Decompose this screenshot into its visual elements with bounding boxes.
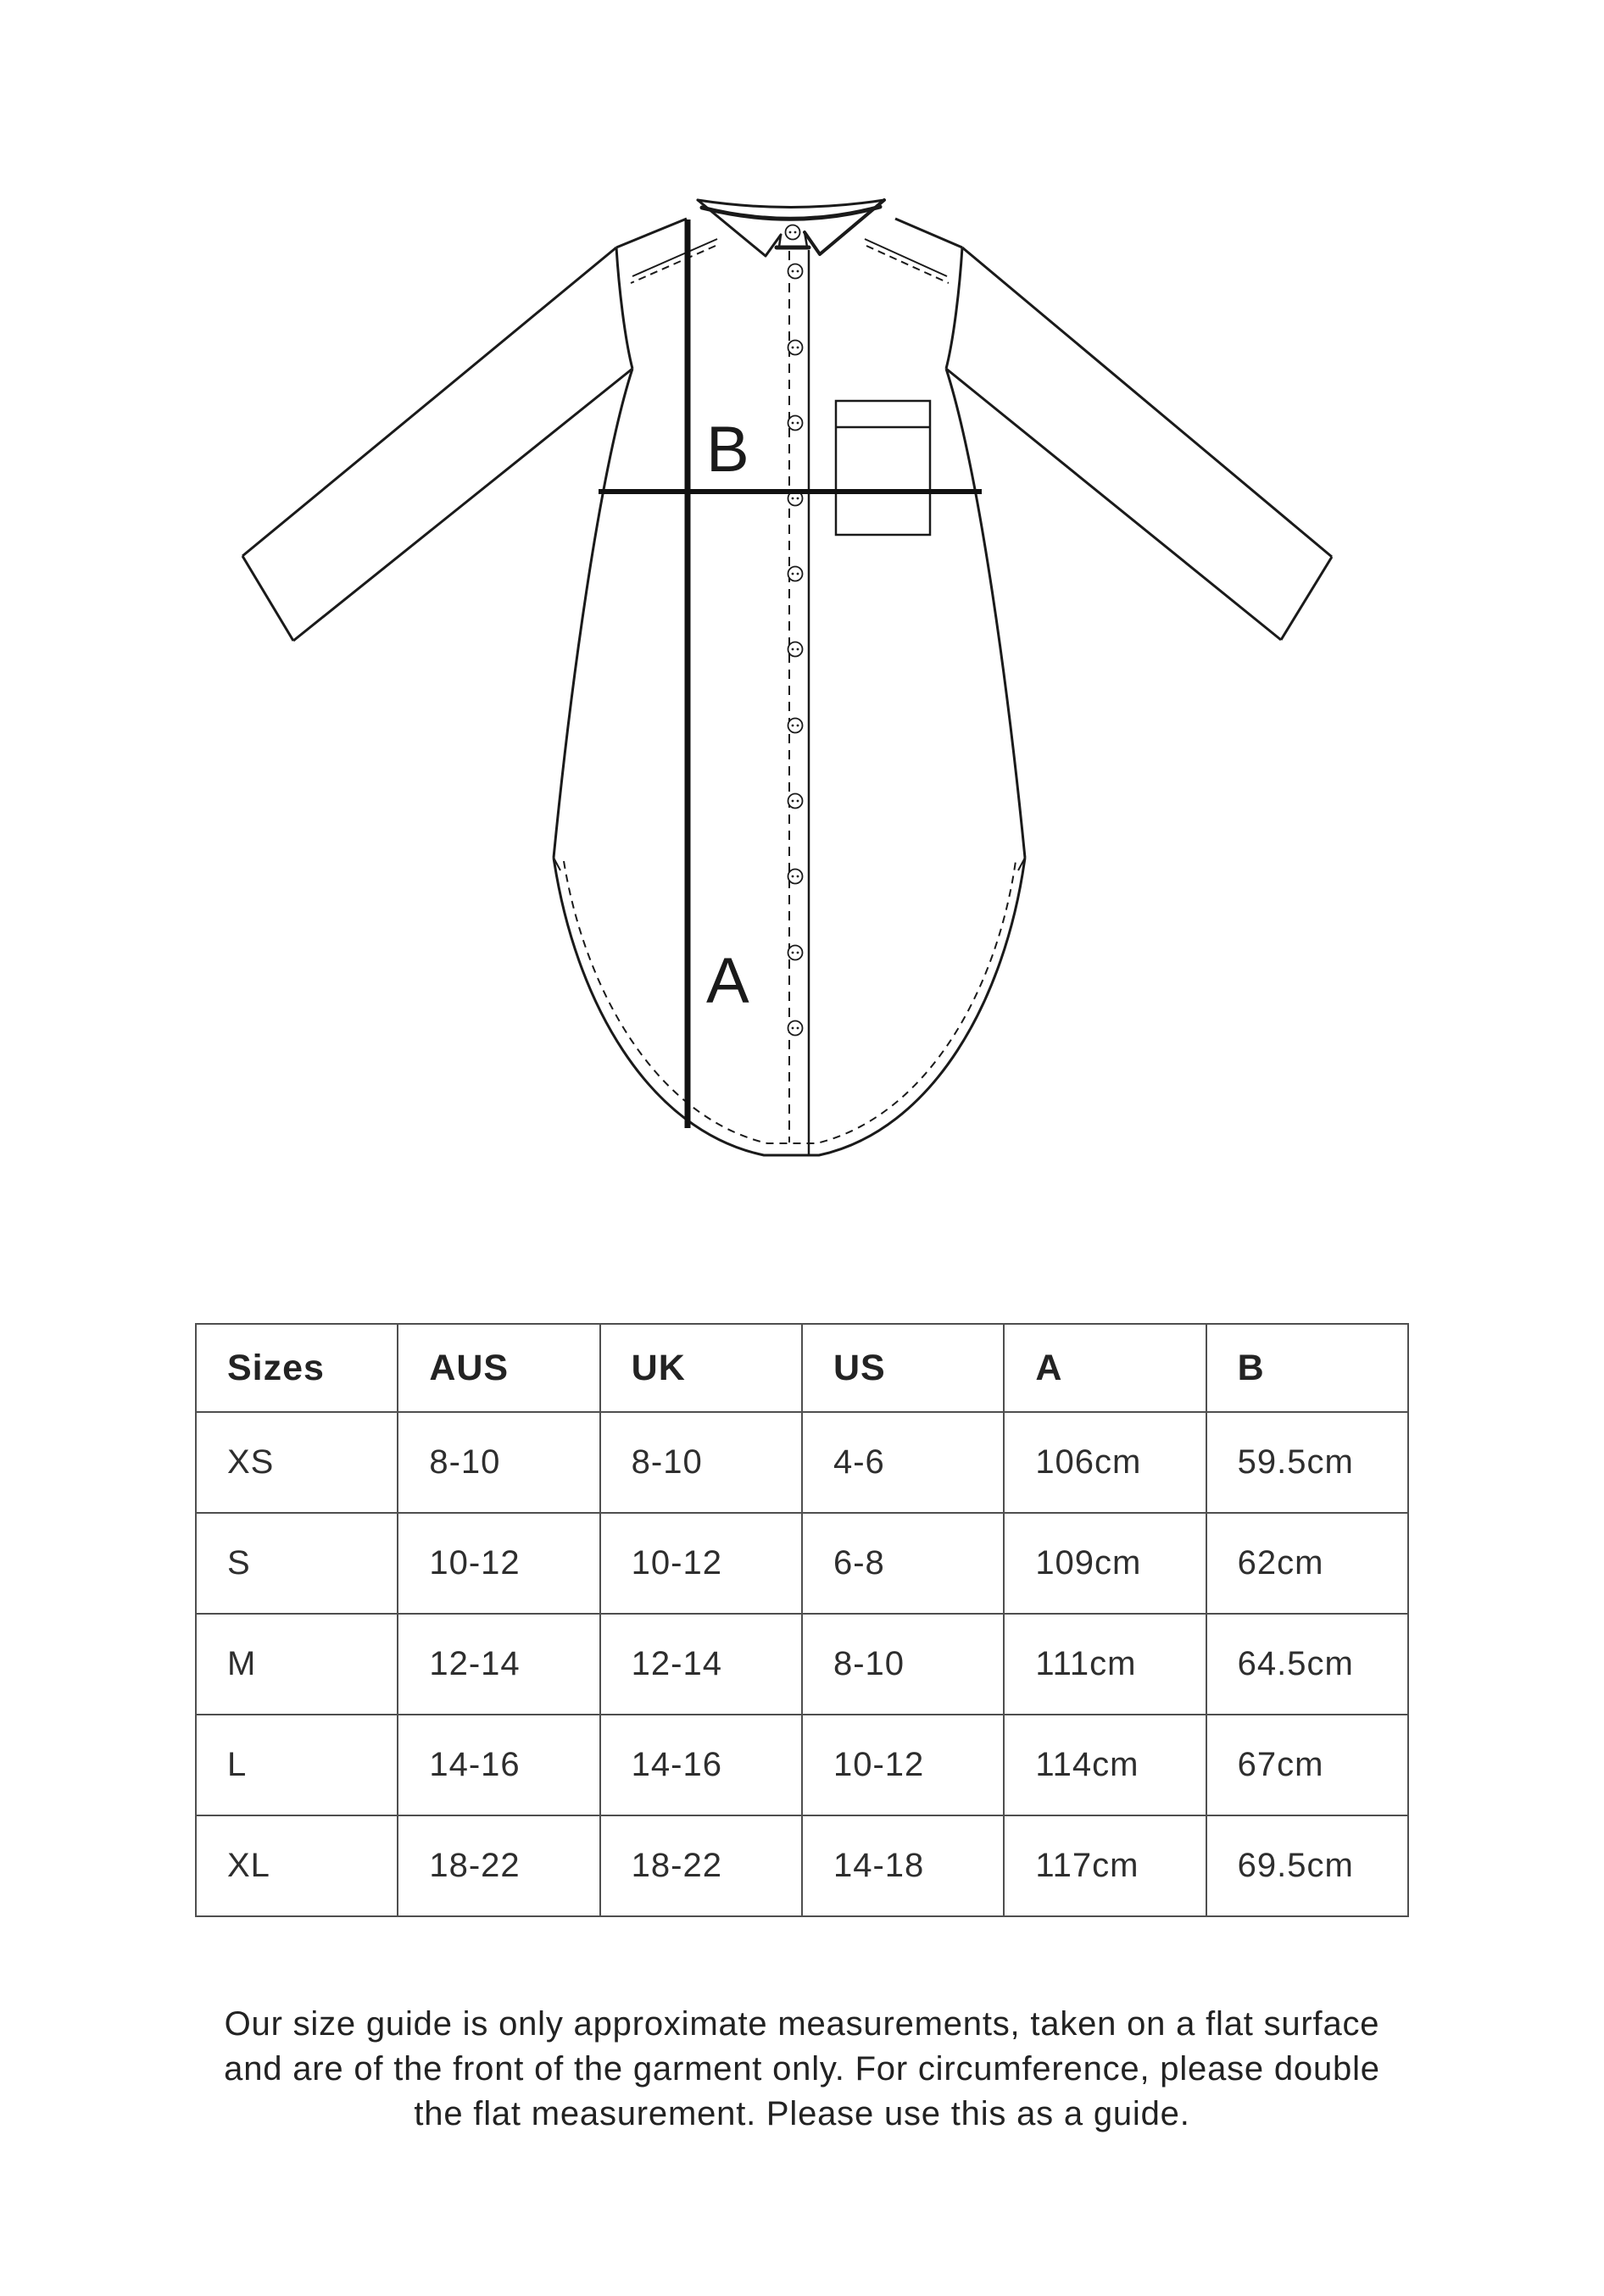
col-header-sizes: Sizes — [196, 1324, 398, 1412]
cell-b: 59.5cm — [1206, 1412, 1408, 1513]
col-header-a: A — [1004, 1324, 1206, 1412]
cell-size: M — [196, 1614, 398, 1715]
right-armhole — [946, 247, 962, 369]
table-row-m — [196, 1614, 1408, 1715]
cell-us: 6-8 — [802, 1513, 1004, 1614]
right-cuff-edge — [1281, 557, 1332, 640]
cell-us: 8-10 — [802, 1614, 1004, 1715]
size-table — [195, 1323, 1409, 1917]
right-side-seam — [946, 369, 1025, 858]
table-row-l — [196, 1715, 1408, 1815]
cell-uk: 12-14 — [600, 1614, 802, 1715]
cell-aus: 18-22 — [398, 1815, 599, 1916]
left-sleeve — [242, 247, 632, 641]
table-row-xl — [196, 1815, 1408, 1916]
cell-aus: 14-16 — [398, 1715, 599, 1815]
left-side-seam — [554, 369, 632, 858]
left-armhole — [616, 247, 632, 369]
cell-us: 10-12 — [802, 1715, 1004, 1815]
right-shoulder-seam — [895, 219, 962, 247]
measure-label-a: A — [706, 945, 749, 1017]
left-cuff-edge — [242, 556, 293, 641]
collar-right-flap — [805, 200, 884, 254]
collar-back-edge — [698, 200, 884, 208]
chest-pocket — [836, 401, 930, 535]
placket-buttons — [788, 264, 803, 1036]
table-row-s — [196, 1513, 1408, 1614]
cell-size: XS — [196, 1412, 398, 1513]
disclaimer-line-2: and are of the front of the garment only. For circumference, please double — [224, 2050, 1380, 2088]
size-table-header-row — [196, 1324, 1408, 1412]
collar-button — [786, 225, 800, 240]
cell-aus: 10-12 — [398, 1513, 599, 1614]
cell-a: 109cm — [1004, 1513, 1206, 1614]
cell-b: 69.5cm — [1206, 1815, 1408, 1916]
cell-b: 67cm — [1206, 1715, 1408, 1815]
cell-uk: 8-10 — [600, 1412, 802, 1513]
cell-a: 106cm — [1004, 1412, 1206, 1513]
cell-size: L — [196, 1715, 398, 1815]
col-header-uk: UK — [600, 1324, 802, 1412]
col-header-b: B — [1206, 1324, 1408, 1412]
cell-b: 62cm — [1206, 1513, 1408, 1614]
table-row-xs — [196, 1412, 1408, 1513]
cell-a: 117cm — [1004, 1815, 1206, 1916]
cell-a: 114cm — [1004, 1715, 1206, 1815]
cell-a: 111cm — [1004, 1614, 1206, 1715]
measure-label-b: B — [706, 414, 749, 486]
cell-uk: 18-22 — [600, 1815, 802, 1916]
cell-uk: 14-16 — [600, 1715, 802, 1815]
cell-aus: 8-10 — [398, 1412, 599, 1513]
cell-uk: 10-12 — [600, 1513, 802, 1614]
right-sleeve — [946, 247, 1332, 640]
left-shoulder-seam — [616, 219, 687, 247]
col-header-us: US — [802, 1324, 1004, 1412]
cell-size: S — [196, 1513, 398, 1614]
disclaimer-line-3: the flat measurement. Please use this as a guide. — [414, 2095, 1190, 2132]
cell-size: XL — [196, 1815, 398, 1916]
cell-aus: 12-14 — [398, 1614, 599, 1715]
collar-roll-line — [702, 207, 880, 219]
cell-b: 64.5cm — [1206, 1614, 1408, 1715]
button-placket — [789, 250, 809, 1154]
cell-us: 4-6 — [802, 1412, 1004, 1513]
col-header-aus: AUS — [398, 1324, 599, 1412]
disclaimer-line-1: Our size guide is only approximate measurements, taken on a flat surface — [224, 2005, 1380, 2043]
size-guide-disclaimer — [0, 2002, 1604, 2137]
cell-us: 14-18 — [802, 1815, 1004, 1916]
